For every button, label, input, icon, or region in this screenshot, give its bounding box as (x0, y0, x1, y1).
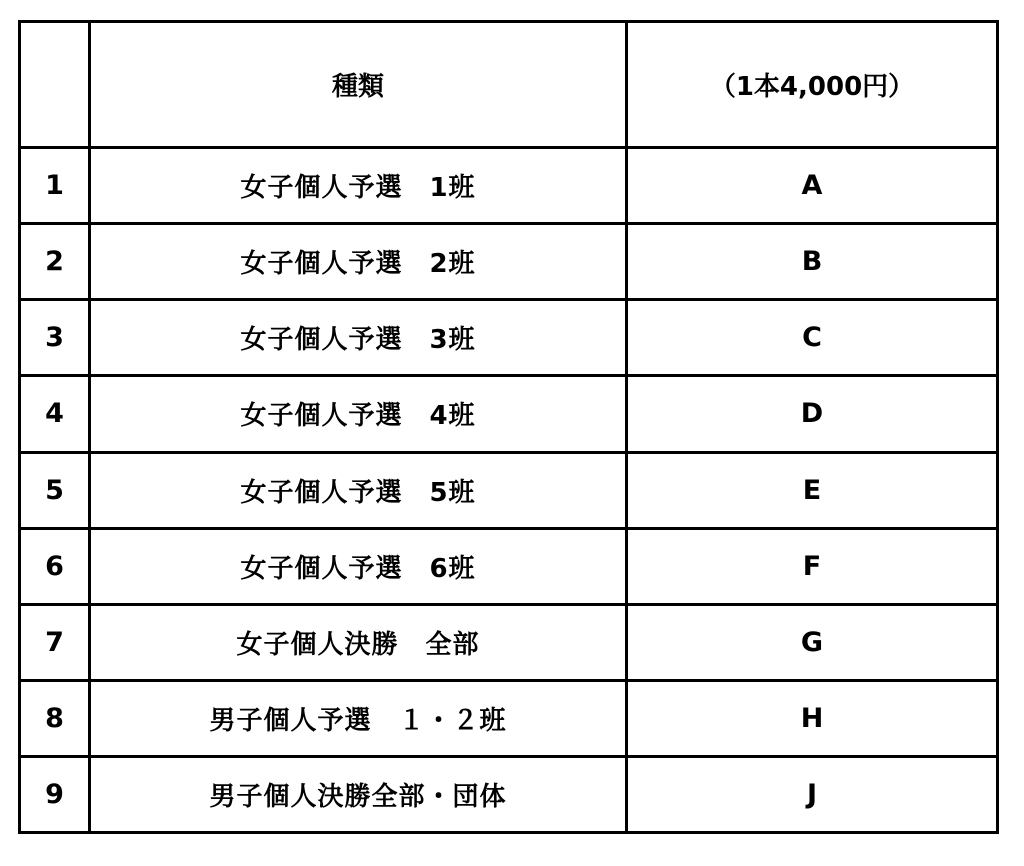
row-code: H (627, 680, 998, 756)
header-number (20, 22, 90, 148)
table-row (20, 224, 998, 300)
header-price: （1本4,000円） (627, 22, 998, 148)
table-header-row (20, 22, 998, 148)
row-number: 1 (20, 148, 90, 224)
table-row (20, 300, 998, 376)
header-kind: 種類 (90, 22, 627, 148)
row-number: 8 (20, 680, 90, 756)
row-code: G (627, 604, 998, 680)
row-number: 3 (20, 300, 90, 376)
row-kind: 男子個人決勝全部・団体 (90, 756, 627, 832)
row-kind: 女子個人決勝 全部 (90, 604, 627, 680)
table-row (20, 680, 998, 756)
table-row (20, 604, 998, 680)
row-code: J (627, 756, 998, 832)
row-kind: 女子個人予選 3班 (90, 300, 627, 376)
row-code: E (627, 452, 998, 528)
row-kind: 男子個人予選 １・２班 (90, 680, 627, 756)
row-code: F (627, 528, 998, 604)
row-code: C (627, 300, 998, 376)
table-row (20, 756, 998, 832)
row-number: 6 (20, 528, 90, 604)
row-kind: 女子個人予選 1班 (90, 148, 627, 224)
row-kind: 女子個人予選 2班 (90, 224, 627, 300)
table-row (20, 452, 998, 528)
row-number: 9 (20, 756, 90, 832)
row-number: 7 (20, 604, 90, 680)
row-code: D (627, 376, 998, 452)
table-row (20, 376, 998, 452)
row-kind: 女子個人予選 4班 (90, 376, 627, 452)
row-kind: 女子個人予選 5班 (90, 452, 627, 528)
table-row (20, 148, 998, 224)
row-code: A (627, 148, 998, 224)
row-code: B (627, 224, 998, 300)
row-number: 2 (20, 224, 90, 300)
row-kind: 女子個人予選 6班 (90, 528, 627, 604)
table-row (20, 528, 998, 604)
price-table (18, 20, 999, 834)
row-number: 5 (20, 452, 90, 528)
price-table-container (18, 20, 996, 834)
row-number: 4 (20, 376, 90, 452)
